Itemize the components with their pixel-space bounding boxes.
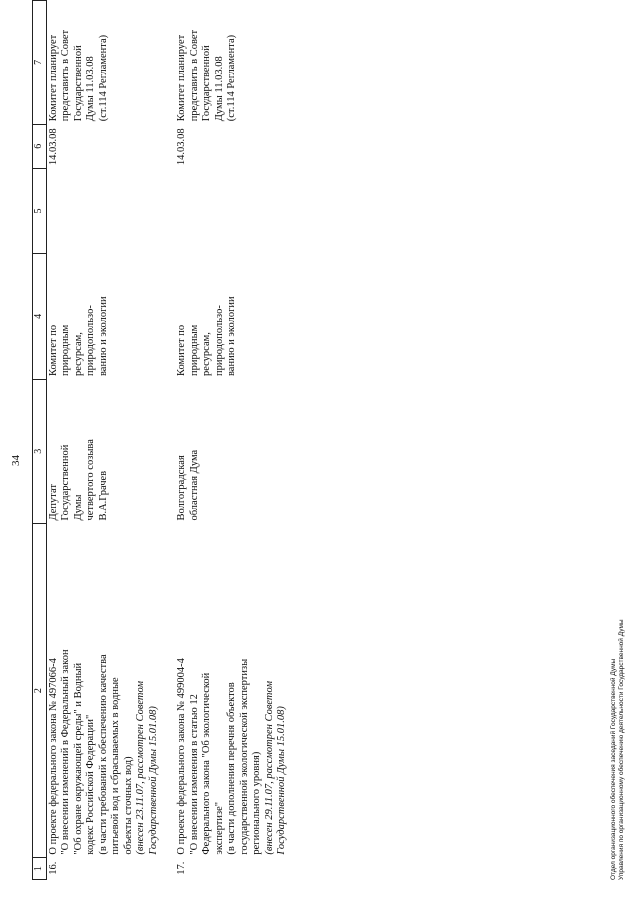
column-header: 4 <box>33 254 47 379</box>
column-header: 2 <box>33 524 47 858</box>
author-line: Волгоградская <box>176 455 187 521</box>
committee-line: природным <box>60 324 71 377</box>
committee-line: ресурсам, <box>201 332 212 377</box>
column-header: 1 <box>33 858 47 880</box>
author-cell <box>46 379 160 524</box>
date-cell: 14.03.08 <box>47 128 59 166</box>
table-row <box>175 1 289 880</box>
bill-title-line: Федерального закона "Об экологической <box>201 672 212 855</box>
bills-table <box>32 0 289 880</box>
committee-line: природным <box>188 324 200 377</box>
page-footer <box>610 619 626 880</box>
bill-title-line: регионального уровня) <box>251 751 262 855</box>
bill-title-line: О проекте федерального закона № 499004-4 <box>176 658 187 855</box>
bill-title-line: государственной экологической экспертизы <box>238 658 250 855</box>
committee-line: ванию и экологии <box>97 296 109 377</box>
bill-note-line: (внесен 23.11.07, рассмотрен Советом <box>135 680 146 855</box>
committee-line: Комитет по <box>47 324 59 377</box>
committee-line: Комитет по <box>176 324 187 377</box>
author-line: Государственной <box>60 444 71 521</box>
row-number: 16. <box>47 861 59 875</box>
committee-line: природопользо- <box>213 305 225 377</box>
author-line: четвертого созыва <box>85 439 96 521</box>
bill-title-line: питьевой вод и сбрасываемых в водные <box>110 677 121 855</box>
author-line: В.А.Грачев <box>97 470 109 521</box>
committee-line: природопользо- <box>85 305 96 377</box>
date-cell: 14.03.08 <box>176 128 187 166</box>
committee-line: ресурсам, <box>72 332 84 377</box>
committee-line: ванию и экологии <box>226 296 237 377</box>
column-5-cell <box>46 168 160 254</box>
plan-line: представить в Совет <box>188 29 200 122</box>
bill-title-line: "О внесении изменения в статью 12 <box>188 694 200 855</box>
bill-title-line: объекты сточных вод) <box>122 756 134 855</box>
author-line: Думы <box>72 494 84 521</box>
bill-note-line: Государственной Думы 15.01.08) <box>147 706 159 855</box>
committee-cell <box>175 254 289 379</box>
plan-line: Думы 11.03.08 <box>213 56 225 122</box>
footer-line: Отдел организационного обеспечения заседаний Государственной Думы <box>610 658 617 880</box>
column-header: 7 <box>33 1 47 125</box>
row-number: 17. <box>176 861 187 875</box>
bill-title-line: О проекте федерального закона № 497066-4 <box>47 658 59 855</box>
bill-note-line: (внесен 29.11.07, рассмотрен Советом <box>263 680 275 855</box>
bill-title-line: "Об охране окружающей среды" и Водный <box>72 662 84 855</box>
plan-line: Комитет планирует <box>47 34 59 122</box>
committee-cell <box>46 254 160 379</box>
plan-line: Думы 11.03.08 <box>85 56 96 122</box>
bill-title-line: (в части требований к обеспечению качества <box>97 654 109 855</box>
plan-line: Государственной <box>72 45 84 122</box>
author-cell <box>175 379 289 524</box>
plan-line: представить в Совет <box>60 29 71 122</box>
plan-line: (ст.114 Регламента) <box>226 34 237 122</box>
bill-title-line: (в части дополнения перечня объектов <box>226 682 237 855</box>
column-header: 3 <box>33 379 47 524</box>
bill-title-line: кодекс Российской Федерации" <box>85 714 96 855</box>
page-number: 34 <box>10 455 22 466</box>
author-line: областная Дума <box>188 449 200 521</box>
table-row <box>46 1 160 880</box>
column-5-cell <box>175 168 289 254</box>
bill-title-cell <box>175 524 289 858</box>
plan-line: (ст.114 Регламента) <box>97 34 109 122</box>
plan-line: Комитет планирует <box>176 34 187 122</box>
footer-line: Управления по организационному обеспечению деятельности Государственной Думы <box>618 619 625 880</box>
bill-title-line: "О внесении изменений в Федеральный закон <box>60 649 71 855</box>
plan-line: Государственной <box>201 45 212 122</box>
row-spacer <box>160 1 175 880</box>
bill-title-line: экспертизе" <box>213 801 225 855</box>
plan-cell <box>46 1 160 125</box>
author-line: Депутат <box>47 484 59 521</box>
plan-cell <box>175 1 289 125</box>
bill-title-cell <box>46 524 160 858</box>
bill-note-line: Государственной Думы 15.01.08) <box>276 706 287 855</box>
column-header: 5 <box>33 168 47 254</box>
column-header: 6 <box>33 124 47 168</box>
header-row <box>33 1 47 880</box>
